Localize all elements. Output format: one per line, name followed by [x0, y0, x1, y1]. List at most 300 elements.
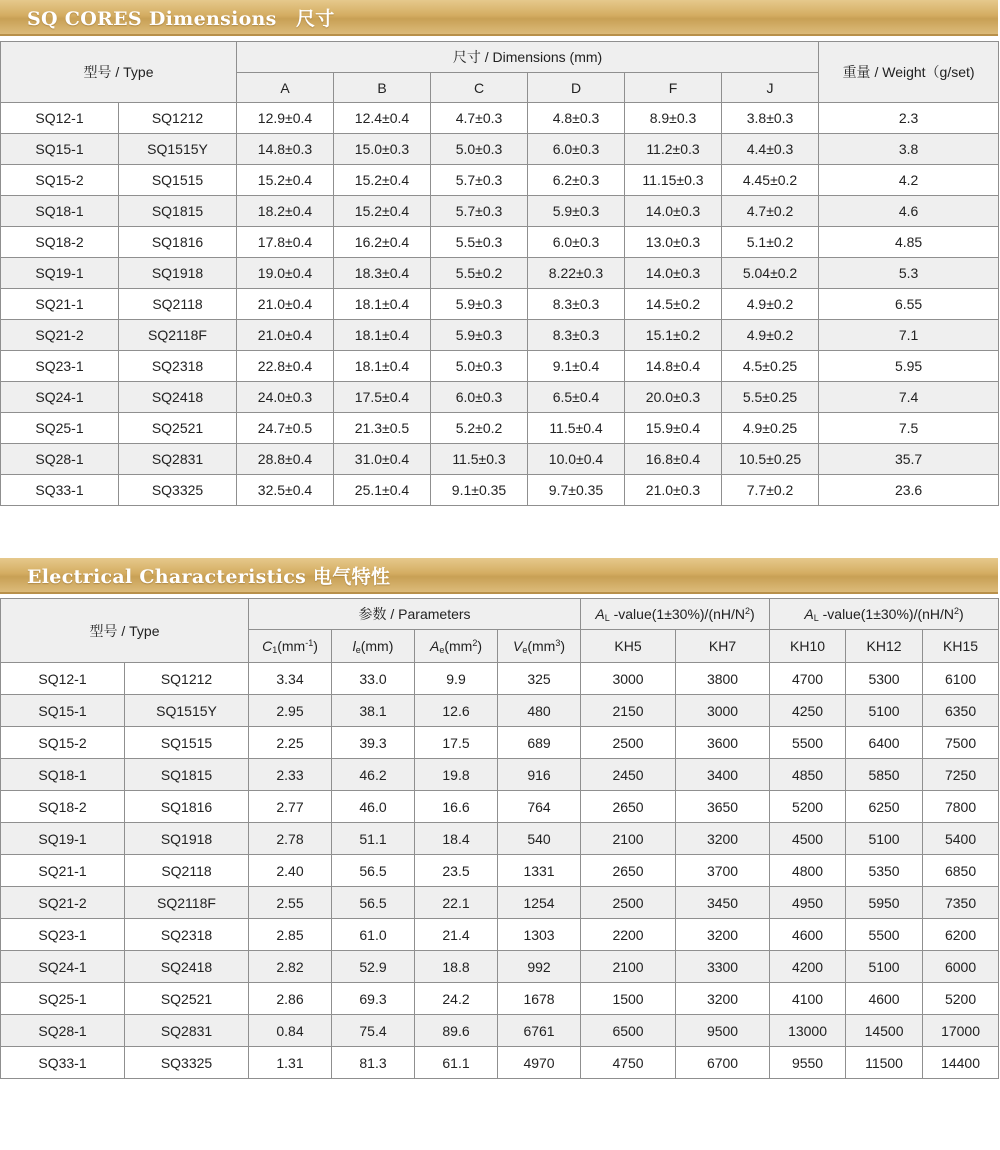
table-cell: 8.22±0.3: [528, 258, 625, 289]
table-cell: 7.1: [819, 320, 999, 351]
table-cell: 5500: [846, 919, 923, 951]
table-cell: SQ2318: [119, 351, 237, 382]
table-row: [1, 444, 999, 475]
table-cell: 32.5±0.4: [237, 475, 334, 506]
table-cell: 19.8: [415, 759, 498, 791]
table-cell: 19.0±0.4: [237, 258, 334, 289]
table-cell: 3.34: [249, 663, 332, 695]
table-cell: SQ2521: [119, 413, 237, 444]
table-cell: 13.0±0.3: [625, 227, 722, 258]
table-cell: 15.2±0.4: [334, 165, 431, 196]
table-cell: 689: [498, 727, 581, 759]
table-row: [1, 289, 999, 320]
table-cell: 5.9±0.3: [528, 196, 625, 227]
table-cell: 6761: [498, 1015, 581, 1047]
table-cell: 5.95: [819, 351, 999, 382]
parameter-unit-close: ): [477, 637, 483, 654]
table-cell: 33.0: [332, 663, 415, 695]
table-cell: SQ1815: [125, 759, 249, 791]
table-cell: 8.9±0.3: [625, 103, 722, 134]
table-row: [1, 951, 999, 983]
table-cell: 75.4: [332, 1015, 415, 1047]
table-cell: 11.15±0.3: [625, 165, 722, 196]
table-cell: 2500: [581, 887, 676, 919]
table-cell: 9550: [770, 1047, 846, 1079]
table-cell: 14.0±0.3: [625, 258, 722, 289]
table-cell: SQ21-2: [1, 887, 125, 919]
table-cell: 5100: [846, 951, 923, 983]
table-cell: SQ28-1: [1, 1015, 125, 1047]
table-row: [1, 165, 999, 196]
table-cell: 5200: [770, 791, 846, 823]
table-cell: SQ1816: [125, 791, 249, 823]
table-cell: 18.8: [415, 951, 498, 983]
table-cell: 4.6: [819, 196, 999, 227]
table-cell: SQ24-1: [1, 951, 125, 983]
table-cell: 15.1±0.2: [625, 320, 722, 351]
table-row: [1, 382, 999, 413]
table-row: [1, 258, 999, 289]
table-cell: 2.77: [249, 791, 332, 823]
table-row: [1, 320, 999, 351]
table-cell: 1678: [498, 983, 581, 1015]
table-cell: SQ23-1: [1, 919, 125, 951]
table-cell: SQ2418: [125, 951, 249, 983]
type-header: 型号 / Type: [1, 42, 237, 103]
table-cell: 4970: [498, 1047, 581, 1079]
table-cell: 2650: [581, 791, 676, 823]
table-row: [1, 475, 999, 506]
table-cell: 14500: [846, 1015, 923, 1047]
table-cell: 15.2±0.4: [334, 196, 431, 227]
table-cell: SQ12-1: [1, 663, 125, 695]
table-cell: 56.5: [332, 855, 415, 887]
table-cell: 7350: [923, 887, 999, 919]
table-cell: SQ2521: [125, 983, 249, 1015]
material-column-header: KH5: [581, 630, 676, 663]
table-cell: 35.7: [819, 444, 999, 475]
table-cell: SQ18-2: [1, 227, 119, 258]
parameter-column-header: [498, 630, 581, 663]
parameter-column-header: [332, 630, 415, 663]
table-cell: 12.4±0.4: [334, 103, 431, 134]
table-row: [1, 351, 999, 382]
table-cell: 3200: [676, 919, 770, 951]
table-cell: 22.1: [415, 887, 498, 919]
table-cell: 12.6: [415, 695, 498, 727]
parameter-unit: (mm): [360, 637, 394, 654]
dimension-column-header: B: [334, 73, 431, 103]
table-cell: 15.9±0.4: [625, 413, 722, 444]
table-cell: 69.3: [332, 983, 415, 1015]
dimension-column-header: A: [237, 73, 334, 103]
table-cell: 17.8±0.4: [237, 227, 334, 258]
parameter-symbol: C: [262, 637, 273, 654]
table-cell: 3.8±0.3: [722, 103, 819, 134]
table-cell: 15.0±0.3: [334, 134, 431, 165]
table-cell: 4100: [770, 983, 846, 1015]
table-cell: 5100: [846, 695, 923, 727]
table-cell: SQ18-1: [1, 759, 125, 791]
table-cell: 480: [498, 695, 581, 727]
table-cell: SQ19-1: [1, 258, 119, 289]
table-cell: 81.3: [332, 1047, 415, 1079]
table-row: [1, 983, 999, 1015]
table-row: [1, 855, 999, 887]
weight-header: 重量 / Weight（g/set): [819, 42, 999, 103]
table-cell: 21.0±0.3: [625, 475, 722, 506]
table-row: [1, 1015, 999, 1047]
parameter-unit: (mm: [444, 637, 473, 654]
table-cell: 14.8±0.3: [237, 134, 334, 165]
table-cell: 25.1±0.4: [334, 475, 431, 506]
table-cell: 6000: [923, 951, 999, 983]
table-cell: SQ1815: [119, 196, 237, 227]
table-cell: 12.9±0.4: [237, 103, 334, 134]
table-row: [1, 759, 999, 791]
table-cell: SQ2418: [119, 382, 237, 413]
table-cell: 14.0±0.3: [625, 196, 722, 227]
table-row: [1, 103, 999, 134]
dimensions-section-banner: [0, 0, 998, 36]
table-cell: 18.4: [415, 823, 498, 855]
table-cell: SQ23-1: [1, 351, 119, 382]
table-cell: 8.3±0.3: [528, 289, 625, 320]
parameter-unit-close: ): [560, 637, 566, 654]
parameter-subscript: 1: [272, 644, 278, 655]
material-column-header: KH10: [770, 630, 846, 663]
table-cell: 7.7±0.2: [722, 475, 819, 506]
table-cell: 6.0±0.3: [528, 134, 625, 165]
table-cell: 2.40: [249, 855, 332, 887]
table-cell: 16.8±0.4: [625, 444, 722, 475]
table-row: [1, 227, 999, 258]
electrical-table: [0, 598, 999, 1079]
table-cell: 2100: [581, 951, 676, 983]
table-cell: 5950: [846, 887, 923, 919]
table-cell: SQ2118: [119, 289, 237, 320]
table-cell: 7.4: [819, 382, 999, 413]
table-cell: 9.1±0.35: [431, 475, 528, 506]
table-cell: 1500: [581, 983, 676, 1015]
table-cell: 5.5±0.3: [431, 227, 528, 258]
table-cell: 5350: [846, 855, 923, 887]
table-cell: 9500: [676, 1015, 770, 1047]
table-cell: SQ1816: [119, 227, 237, 258]
table-cell: SQ15-2: [1, 165, 119, 196]
table-cell: 4700: [770, 663, 846, 695]
table-cell: 61.0: [332, 919, 415, 951]
table-cell: 6.0±0.3: [431, 382, 528, 413]
table-cell: 4800: [770, 855, 846, 887]
table-cell: 89.6: [415, 1015, 498, 1047]
table-cell: 2.25: [249, 727, 332, 759]
table-cell: SQ33-1: [1, 475, 119, 506]
table-cell: 15.2±0.4: [237, 165, 334, 196]
table-cell: 3650: [676, 791, 770, 823]
table-cell: SQ21-1: [1, 289, 119, 320]
table-cell: 46.2: [332, 759, 415, 791]
table-cell: 18.1±0.4: [334, 351, 431, 382]
table-cell: 11500: [846, 1047, 923, 1079]
table-cell: 38.1: [332, 695, 415, 727]
dimension-column-header: C: [431, 73, 528, 103]
table-cell: 21.4: [415, 919, 498, 951]
table-cell: 7800: [923, 791, 999, 823]
table-cell: 17.5±0.4: [334, 382, 431, 413]
table-cell: SQ2118: [125, 855, 249, 887]
table-cell: 6500: [581, 1015, 676, 1047]
table-row: [1, 1047, 999, 1079]
table-cell: 4.4±0.3: [722, 134, 819, 165]
table-cell: SQ2318: [125, 919, 249, 951]
table-cell: 18.1±0.4: [334, 320, 431, 351]
table-cell: 52.9: [332, 951, 415, 983]
table-cell: 6700: [676, 1047, 770, 1079]
table-cell: 7.5: [819, 413, 999, 444]
table-cell: SQ1918: [119, 258, 237, 289]
table-row: [1, 887, 999, 919]
table-cell: 4.7±0.2: [722, 196, 819, 227]
table-cell: 51.1: [332, 823, 415, 855]
table-cell: 7500: [923, 727, 999, 759]
table-cell: 5.0±0.3: [431, 351, 528, 382]
table-cell: 1331: [498, 855, 581, 887]
table-cell: 3200: [676, 983, 770, 1015]
table-cell: 6350: [923, 695, 999, 727]
table-cell: 10.5±0.25: [722, 444, 819, 475]
table-cell: 5.9±0.3: [431, 320, 528, 351]
table-cell: SQ18-1: [1, 196, 119, 227]
table-cell: 5.3: [819, 258, 999, 289]
table-cell: 6200: [923, 919, 999, 951]
table-cell: 4.9±0.25: [722, 413, 819, 444]
table-cell: 6.55: [819, 289, 999, 320]
table-cell: 56.5: [332, 887, 415, 919]
table-cell: 6.5±0.4: [528, 382, 625, 413]
table-cell: 4750: [581, 1047, 676, 1079]
table-cell: 9.1±0.4: [528, 351, 625, 382]
table-cell: SQ1212: [125, 663, 249, 695]
table-cell: 3700: [676, 855, 770, 887]
table-cell: 9.7±0.35: [528, 475, 625, 506]
table-cell: 764: [498, 791, 581, 823]
table-cell: 2500: [581, 727, 676, 759]
table-cell: 5.7±0.3: [431, 196, 528, 227]
al-value-header-2: $A_L$ $-value(1\pm 30\%)/(nH/N^2)$: [770, 599, 999, 630]
table-cell: 20.0±0.3: [625, 382, 722, 413]
table-cell: SQ21-2: [1, 320, 119, 351]
table-cell: 11.2±0.3: [625, 134, 722, 165]
table-cell: 11.5±0.4: [528, 413, 625, 444]
al-value-header-1: $A_L$ $-value(1\pm 30\%)/(nH/N^2)$: [581, 599, 770, 630]
table-cell: 61.1: [415, 1047, 498, 1079]
table-cell: 14.5±0.2: [625, 289, 722, 320]
table-cell: 5200: [923, 983, 999, 1015]
table-cell: 3000: [676, 695, 770, 727]
table-cell: SQ1515Y: [119, 134, 237, 165]
material-column-header: KH15: [923, 630, 999, 663]
table-cell: SQ1918: [125, 823, 249, 855]
table-cell: SQ2831: [119, 444, 237, 475]
table-cell: 4.7±0.3: [431, 103, 528, 134]
table-cell: 9.9: [415, 663, 498, 695]
table-cell: 21.3±0.5: [334, 413, 431, 444]
table-cell: 4.85: [819, 227, 999, 258]
parameter-unit: (mm: [527, 637, 556, 654]
table-cell: 23.5: [415, 855, 498, 887]
table-cell: SQ3325: [125, 1047, 249, 1079]
table-cell: 6400: [846, 727, 923, 759]
table-cell: 21.0±0.4: [237, 289, 334, 320]
table-cell: 1254: [498, 887, 581, 919]
table-cell: SQ19-1: [1, 823, 125, 855]
table-cell: 5500: [770, 727, 846, 759]
table-cell: 992: [498, 951, 581, 983]
table-cell: 6100: [923, 663, 999, 695]
parameter-unit-close: ): [313, 637, 318, 654]
table-cell: 4850: [770, 759, 846, 791]
table-cell: SQ24-1: [1, 382, 119, 413]
table-cell: 2.3: [819, 103, 999, 134]
table-cell: 18.1±0.4: [334, 289, 431, 320]
table-cell: SQ1515: [119, 165, 237, 196]
parameter-symbol: l: [352, 637, 356, 654]
table-row: [1, 663, 999, 695]
table-cell: 4.5±0.25: [722, 351, 819, 382]
material-column-header: KH12: [846, 630, 923, 663]
table-cell: SQ15-2: [1, 727, 125, 759]
table-cell: 10.0±0.4: [528, 444, 625, 475]
table-cell: 3.8: [819, 134, 999, 165]
table-cell: 28.8±0.4: [237, 444, 334, 475]
table-cell: 24.7±0.5: [237, 413, 334, 444]
table-row: [1, 695, 999, 727]
table-cell: 4.45±0.2: [722, 165, 819, 196]
table-cell: 4250: [770, 695, 846, 727]
table-cell: 18.2±0.4: [237, 196, 334, 227]
table-row: [1, 413, 999, 444]
table-cell: 6250: [846, 791, 923, 823]
table-cell: 1.31: [249, 1047, 332, 1079]
type-header: 型号 / Type: [1, 599, 249, 663]
table-cell: 3300: [676, 951, 770, 983]
table-cell: 5.04±0.2: [722, 258, 819, 289]
table-cell: 0.84: [249, 1015, 332, 1047]
table-cell: SQ1515: [125, 727, 249, 759]
table-cell: 5400: [923, 823, 999, 855]
table-cell: SQ2831: [125, 1015, 249, 1047]
table-cell: 4500: [770, 823, 846, 855]
parameter-unit-exponent: -1: [305, 637, 314, 648]
table-cell: 2200: [581, 919, 676, 951]
table-cell: 6.0±0.3: [528, 227, 625, 258]
parameter-symbol: V: [512, 637, 523, 654]
table-cell: SQ2118F: [125, 887, 249, 919]
table-cell: 916: [498, 759, 581, 791]
dimension-column-header: J: [722, 73, 819, 103]
table-cell: 5.7±0.3: [431, 165, 528, 196]
table-cell: 24.0±0.3: [237, 382, 334, 413]
table-cell: 7250: [923, 759, 999, 791]
table-cell: SQ3325: [119, 475, 237, 506]
table-cell: 16.2±0.4: [334, 227, 431, 258]
table-cell: 3600: [676, 727, 770, 759]
table-cell: 2.86: [249, 983, 332, 1015]
table-cell: 4200: [770, 951, 846, 983]
table-cell: 2100: [581, 823, 676, 855]
parameter-unit: (mm: [277, 637, 306, 654]
dimensions-section-title: SQ CORES Dimensions 尺寸: [27, 8, 335, 30]
table-cell: 22.8±0.4: [237, 351, 334, 382]
table-cell: 4600: [770, 919, 846, 951]
table-row: [1, 823, 999, 855]
table-cell: 5.2±0.2: [431, 413, 528, 444]
table-cell: 4.9±0.2: [722, 320, 819, 351]
table-cell: 5.9±0.3: [431, 289, 528, 320]
table-cell: SQ12-1: [1, 103, 119, 134]
table-cell: 13000: [770, 1015, 846, 1047]
table-cell: 2.33: [249, 759, 332, 791]
table-cell: 2.82: [249, 951, 332, 983]
electrical-section-title: Electrical Characteristics 电气特性: [27, 566, 391, 588]
dimensions-group-header: 尺寸 / Dimensions (mm): [237, 42, 819, 73]
table-row: [1, 134, 999, 165]
table-cell: 3000: [581, 663, 676, 695]
dimension-column-header: D: [528, 73, 625, 103]
table-cell: 2.55: [249, 887, 332, 919]
table-cell: 2650: [581, 855, 676, 887]
table-cell: 17000: [923, 1015, 999, 1047]
table-cell: 14400: [923, 1047, 999, 1079]
table-cell: 5.0±0.3: [431, 134, 528, 165]
table-cell: 23.6: [819, 475, 999, 506]
table-cell: 39.3: [332, 727, 415, 759]
table-cell: 6.2±0.3: [528, 165, 625, 196]
table-cell: 1303: [498, 919, 581, 951]
parameter-subscript: e: [439, 644, 445, 655]
table-cell: 3450: [676, 887, 770, 919]
table-cell: 4.8±0.3: [528, 103, 625, 134]
table-cell: 3400: [676, 759, 770, 791]
electrical-section-banner: [0, 558, 998, 594]
table-cell: 31.0±0.4: [334, 444, 431, 475]
parameter-unit-exponent: 2: [472, 637, 478, 648]
table-cell: 540: [498, 823, 581, 855]
table-cell: 18.3±0.4: [334, 258, 431, 289]
parameter-column-header: [415, 630, 498, 663]
table-cell: 4950: [770, 887, 846, 919]
table-cell: 17.5: [415, 727, 498, 759]
parameter-symbol: A: [429, 637, 440, 654]
table-row: [1, 727, 999, 759]
table-cell: 2.78: [249, 823, 332, 855]
table-cell: 5100: [846, 823, 923, 855]
parameter-subscript: e: [355, 644, 361, 655]
parameter-column-header: [249, 630, 332, 663]
table-cell: 2.85: [249, 919, 332, 951]
table-cell: 8.3±0.3: [528, 320, 625, 351]
table-cell: SQ28-1: [1, 444, 119, 475]
table-cell: 5.1±0.2: [722, 227, 819, 258]
table-cell: 46.0: [332, 791, 415, 823]
table-cell: 5850: [846, 759, 923, 791]
parameters-group-header: 参数 / Parameters: [249, 599, 581, 630]
table-cell: SQ18-2: [1, 791, 125, 823]
parameter-subscript: e: [522, 644, 528, 655]
table-cell: SQ25-1: [1, 983, 125, 1015]
table-cell: 2450: [581, 759, 676, 791]
